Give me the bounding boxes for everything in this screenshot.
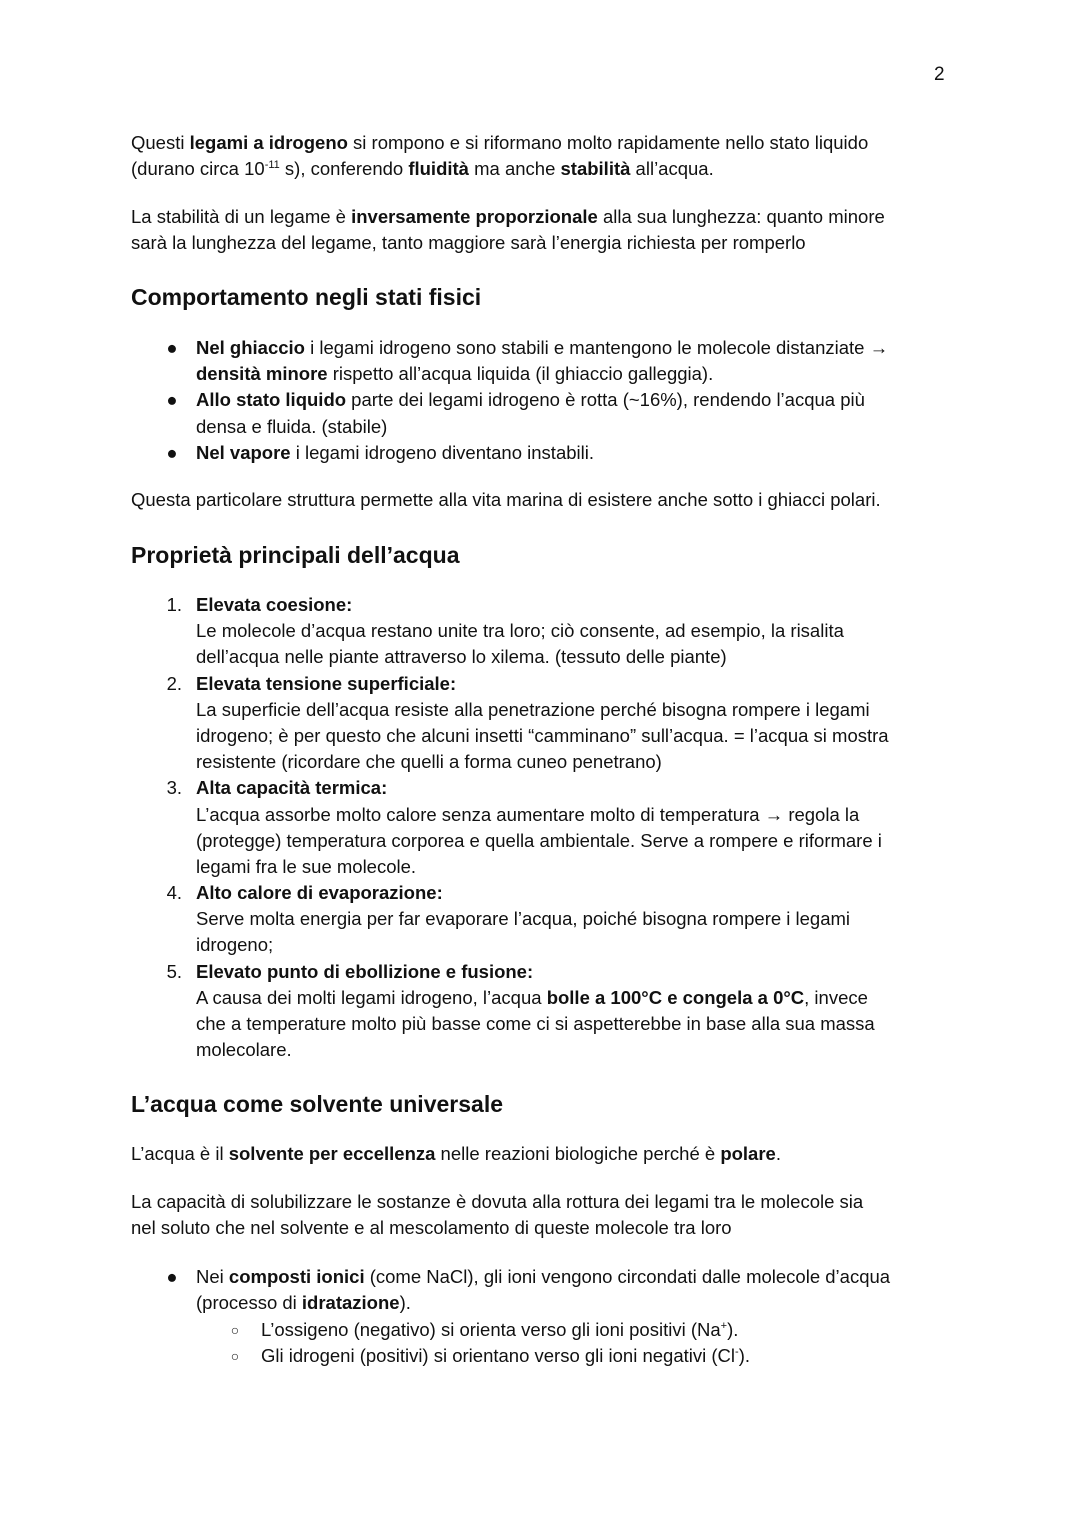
text-span: A causa dei molti legami idrogeno, l’acqua — [196, 986, 547, 1008]
text-span: legami fra le sue molecole. — [196, 855, 417, 877]
text-span: (protegge) temperatura corporea e quella ambientale. Serve a rompere e riformare i — [196, 829, 882, 851]
text-span: nelle reazioni biologiche perché è — [435, 1143, 721, 1164]
text-span: Le molecole d’acqua restano unite tra loro; ciò consente, ad esempio, la risalita — [196, 620, 844, 642]
text-span: parte dei legami idrogeno è rotta (~16%), rendendo l’acqua più — [346, 389, 865, 411]
text-line — [131, 230, 885, 256]
bold-text: idratazione — [301, 1292, 400, 1314]
text-span: L’ossigeno (negativo) si orienta verso gli ioni positivi (Na — [261, 1319, 721, 1340]
text-line — [131, 1215, 863, 1241]
list-number: 1. — [166, 594, 182, 615]
text-line — [131, 156, 868, 182]
text-span: ma anche — [468, 158, 561, 180]
list-water-properties — [166, 592, 889, 1063]
list-number: 4. — [166, 882, 182, 904]
text-span: Questa particolare struttura permette alla vita marina di esistere anche sotto i ghiacci polari. — [131, 489, 881, 510]
text-span: ). — [727, 1319, 739, 1340]
list-item — [166, 775, 889, 880]
list-number: 2. — [166, 672, 182, 694]
text-span: dell’acqua nelle piante attraverso lo xilema. (tessuto delle piante) — [196, 646, 727, 668]
text-span: ). — [399, 1292, 411, 1314]
text-line — [196, 775, 889, 801]
text-span: resistente (ricordare che quelli a forma cuneo penetrano) — [196, 751, 662, 773]
bold-text: stabilità — [560, 158, 631, 180]
bullet-icon: ● — [166, 1266, 178, 1287]
bold-text: densità minore — [196, 363, 328, 385]
text-span: L’acqua è il — [131, 1143, 229, 1164]
text-line — [196, 880, 889, 906]
list-item — [230, 1343, 750, 1369]
bold-text: Allo stato liquido — [196, 389, 347, 411]
bold-text: legami a idrogeno — [189, 132, 348, 153]
superscript: - — [735, 1346, 739, 1359]
text-span: all’acqua. — [630, 158, 714, 180]
text-line — [261, 1317, 750, 1343]
sublist-hydration — [230, 1317, 750, 1369]
text-span: . — [775, 1143, 781, 1164]
list-item — [166, 959, 889, 1064]
bold-text: fluidità — [408, 158, 469, 180]
text-line — [196, 335, 888, 361]
paragraph-hydrogen-bonds — [131, 130, 868, 182]
list-item — [166, 671, 889, 776]
bold-text: Nel ghiaccio — [196, 337, 305, 358]
paragraph-solubility — [131, 1189, 863, 1241]
list-physical-states — [166, 335, 889, 466]
paragraph-bond-stability — [131, 204, 885, 256]
bold-text: composti ionici — [228, 1266, 365, 1287]
text-span: , invece — [804, 986, 868, 1008]
text-line — [196, 985, 889, 1011]
text-span: La stabilità di un legame è — [131, 206, 352, 227]
paragraph-marine-life — [131, 487, 881, 513]
paragraph-solvent — [131, 1141, 781, 1167]
text-span: i legami idrogeno sono stabili e mantengono le molecole distanziate → — [304, 337, 889, 358]
list-item — [166, 440, 888, 466]
text-span: Serve molta energia per far evaporare l’acqua, poiché bisogna rompere i legami — [196, 908, 851, 930]
text-span: i legami idrogeno diventano instabili. — [290, 441, 594, 463]
text-span: L’acqua assorbe molto calore senza aumentare molto di temperatura → regola la — [196, 803, 860, 825]
text-line — [196, 618, 889, 644]
text-line — [196, 361, 888, 387]
text-span: s), conferendo — [279, 158, 409, 180]
text-line — [196, 697, 889, 723]
bullet-icon: ○ — [230, 1348, 240, 1365]
text-span: Nei — [196, 1266, 229, 1287]
text-span: che a temperature molto più basse come ci si aspetterebbe in base alla sua massa — [196, 1013, 875, 1034]
list-number: 3. — [166, 777, 182, 799]
text-line — [261, 1343, 750, 1369]
heading-water-properties: Proprietà principali dell’acqua — [131, 542, 460, 568]
bold-text: Nel vapore — [196, 441, 291, 463]
text-line — [131, 1141, 781, 1167]
list-item — [230, 1317, 750, 1343]
bold-text: inversamente proporzionale — [351, 206, 598, 227]
text-line — [196, 671, 889, 697]
text-line — [196, 828, 889, 854]
list-number: 5. — [166, 960, 182, 982]
text-line — [131, 130, 868, 156]
text-line — [196, 1011, 889, 1037]
text-span: Gli idrogeni (positivi) si orientano verso gli ioni negativi (Cl — [261, 1345, 736, 1367]
text-line — [196, 592, 889, 618]
bold-text: Elevato punto di ebollizione e fusione: — [196, 960, 534, 982]
text-span: La superficie dell’acqua resiste alla penetrazione perché bisogna rompere i legami — [196, 698, 870, 720]
text-span: La capacità di solubilizzare le sostanze è dovuta alla rottura dei legami tra le molecole sia — [131, 1191, 864, 1212]
bullet-icon: ● — [166, 441, 178, 463]
text-line — [131, 1189, 863, 1215]
text-span: sarà la lunghezza del legame, tanto maggiore sarà l’energia richiesta per romperlo — [131, 232, 806, 254]
text-span: densa e fluida. (stabile) — [196, 415, 388, 437]
text-line — [131, 204, 885, 230]
text-span: (come NaCl), gli ioni vengono circondati dalle molecole d’acqua — [364, 1266, 891, 1287]
text-line — [196, 1037, 889, 1063]
bullet-icon: ● — [166, 389, 178, 411]
bullet-icon: ○ — [230, 1322, 240, 1338]
text-line — [196, 906, 889, 932]
list-item — [166, 592, 889, 671]
text-line — [196, 1264, 890, 1290]
text-line — [196, 387, 888, 413]
text-line — [196, 723, 889, 749]
text-line — [196, 1290, 890, 1316]
bold-text: Elevata tensione superficiale: — [196, 672, 457, 694]
bullet-icon: ● — [166, 337, 178, 358]
text-span: ). — [738, 1345, 750, 1367]
text-line — [196, 414, 888, 440]
list-item — [166, 1264, 891, 1316]
bold-text: solvente per eccellenza — [228, 1143, 436, 1164]
page-number: 2 — [934, 64, 945, 85]
text-line — [131, 487, 881, 513]
text-span: alla sua lunghezza: quanto minore — [597, 206, 885, 227]
heading-universal-solvent: L’acqua come solvente universale — [131, 1091, 503, 1117]
bold-text: Alta capacità termica: — [196, 777, 388, 799]
text-span: idrogeno; è per questo che alcuni insetti “camminano” sull’acqua. = l’acqua si mostra — [196, 724, 889, 746]
superscript: + — [720, 1320, 728, 1332]
bold-text: bolle a 100°C e congela a 0°C — [546, 986, 805, 1008]
superscript: -11 — [264, 159, 280, 172]
text-span: molecolare. — [196, 1039, 292, 1061]
list-item — [166, 880, 889, 959]
text-line — [196, 749, 889, 775]
heading-physical-states: Comportamento negli stati fisici — [131, 284, 482, 310]
text-span: (durano circa 10 — [131, 158, 265, 180]
bold-text: polare — [720, 1143, 776, 1164]
text-span: idrogeno; — [196, 934, 274, 956]
text-span: Questi — [131, 132, 190, 153]
text-line — [196, 932, 889, 958]
text-span: nel soluto che nel solvente e al mescolamento di queste molecole tra loro — [131, 1217, 732, 1239]
text-line — [196, 959, 889, 985]
text-line — [196, 802, 889, 828]
text-line — [196, 644, 889, 670]
bold-text: Alto calore di evaporazione: — [196, 882, 443, 904]
text-span: si rompono e si riformano molto rapidamente nello stato liquido — [347, 132, 869, 153]
text-span: rispetto all’acqua liquida (il ghiaccio galleggia). — [327, 363, 714, 385]
list-item — [166, 335, 889, 387]
text-line — [196, 440, 888, 466]
list-ionic-compounds — [166, 1264, 891, 1316]
list-item — [166, 387, 888, 439]
text-line — [196, 854, 889, 880]
bold-text: Elevata coesione: — [196, 594, 353, 615]
text-span: (processo di — [196, 1292, 302, 1314]
